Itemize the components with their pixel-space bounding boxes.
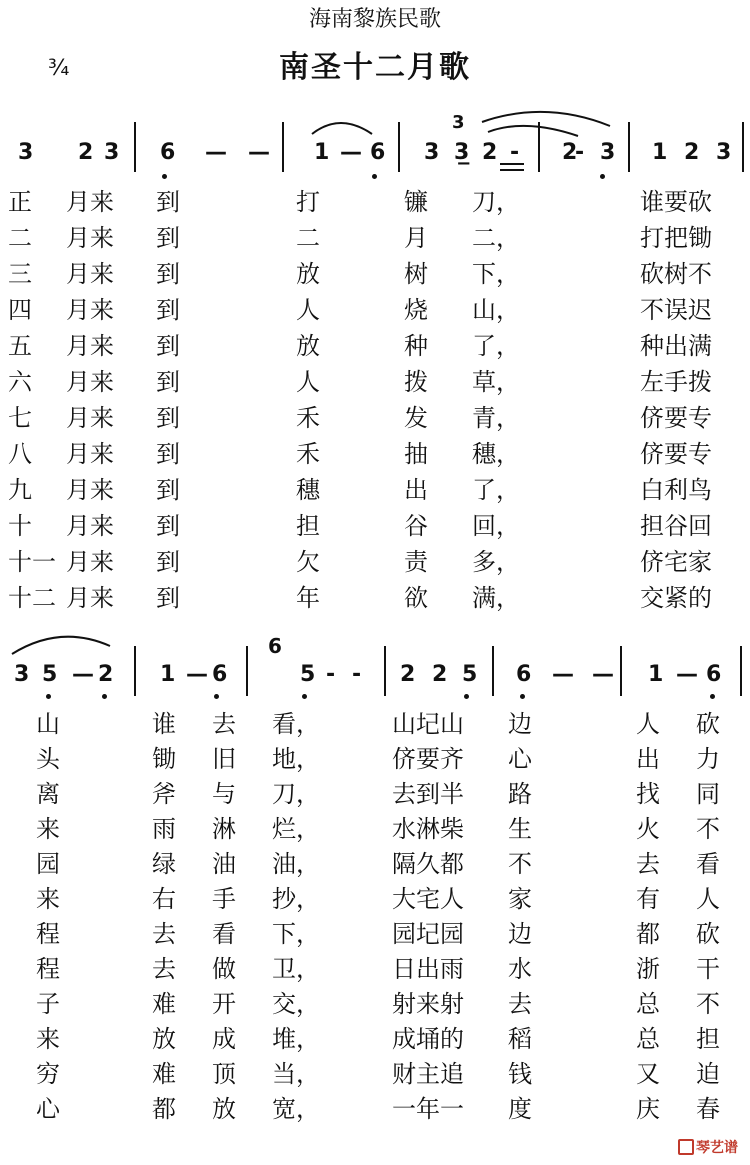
lyric-cell: 油 [212, 850, 236, 878]
lyric-cell: 树 [404, 260, 428, 288]
lyric-cell: 来 [36, 1025, 60, 1053]
lyric-cell: 不误迟 [640, 296, 712, 324]
note: 6 [516, 662, 532, 687]
lyric-cell: 镰 [404, 188, 428, 216]
lyric-cell: 当， [272, 1060, 320, 1088]
lyric-cell: 打 [296, 188, 320, 216]
song-subtitle: 海南黎族民歌 [308, 7, 441, 32]
lyric-cell: 程 [36, 955, 60, 983]
lyric-cell: 日出雨 [392, 955, 464, 983]
lyric-cell: 总 [636, 990, 660, 1018]
lyric-cell: 欠 [296, 548, 320, 576]
lyric-cell: 园 [36, 850, 60, 878]
lyric-cell: 刀， [272, 780, 320, 808]
lyric-cell: 生 [508, 815, 532, 843]
lyric-cell: 七 [8, 404, 32, 432]
lyric-cell: 去 [152, 920, 176, 948]
lyric-cell: 侪要齐 [392, 745, 464, 773]
lyric-cell: 月来 [66, 584, 114, 612]
lyric-cell: 不 [696, 815, 720, 843]
lyric-cell: 到 [156, 296, 180, 324]
lyric-cell: 山， [472, 296, 520, 324]
note: 3 [104, 140, 120, 165]
slur-2 [482, 112, 610, 126]
lyric-cell: 去到半 [392, 780, 464, 808]
lyric-cell: 火 [636, 815, 660, 843]
lyric-cell: 不 [508, 850, 532, 878]
lyric-cell: 堆， [272, 1025, 320, 1053]
lyric-cell: 二 [8, 224, 32, 252]
lyric-cell: 谁要砍 [640, 188, 712, 216]
lyric-cell: 侪要专 [640, 440, 712, 468]
lyric-cell: 出 [636, 745, 660, 773]
lyric-cell: 烂， [272, 815, 320, 843]
lyric-cell: 四 [8, 296, 32, 324]
lyric-cell: 白利鸟 [640, 476, 712, 504]
lyric-cell: 放 [296, 332, 320, 360]
lyric-cell: 家 [508, 885, 532, 913]
lyric-cell: 到 [156, 440, 180, 468]
lyric-cell: 斧 [152, 780, 176, 808]
lyric-cell: 担谷回 [640, 512, 712, 540]
lyric-cell: 锄 [152, 745, 176, 773]
lyric-cell: 离 [36, 780, 60, 808]
lyric-cell: 穗， [472, 440, 520, 468]
note: 2 [562, 140, 578, 165]
note: 3 [18, 140, 34, 165]
lyric-cell: 禾 [296, 404, 320, 432]
lyric-cell: 放 [296, 260, 320, 288]
logo-icon [678, 1139, 694, 1155]
lyric-cell: 浙 [636, 955, 660, 983]
lyric-cell: 月来 [66, 296, 114, 324]
lyric-cell: 右 [152, 885, 176, 913]
lyric-cell: 青， [472, 404, 520, 432]
lyric-cell: 月来 [66, 368, 114, 396]
lyric-cell: 边 [508, 710, 532, 738]
grace-note: 3 [452, 112, 465, 133]
note: 3 [716, 140, 732, 165]
lyric-cell: 油， [272, 850, 320, 878]
lyric-cell: 开 [212, 990, 236, 1018]
lyric-cell: 月来 [66, 404, 114, 432]
lyric-cell: 到 [156, 260, 180, 288]
lyric-cell: 都 [152, 1095, 176, 1123]
lyric-cell: 人 [696, 885, 720, 913]
note: 2 [432, 662, 448, 687]
lyric-cell: 十 [8, 512, 32, 540]
lyric-cell: 与 [212, 780, 236, 808]
lyric-cell: 种出满 [640, 332, 712, 360]
note: 6 [268, 634, 282, 658]
note: 3 [14, 662, 30, 687]
lyric-cell: 穗 [296, 476, 320, 504]
lyric-cell: 月来 [66, 224, 114, 252]
lyric-cell: 人 [636, 710, 660, 738]
lyric-cell: 月来 [66, 512, 114, 540]
lyric-cell: 到 [156, 476, 180, 504]
note: 2 [684, 140, 700, 165]
watermark [678, 1137, 738, 1157]
lyric-cell: 迫 [696, 1060, 720, 1088]
lyric-cell: 力 [696, 745, 720, 773]
lyric-cell: 人 [296, 368, 320, 396]
lyric-cell: 成 [212, 1025, 236, 1053]
song-title: 南圣十二月歌 [279, 50, 471, 85]
lyric-cell: 十一 [8, 548, 56, 576]
note: 1 [160, 662, 176, 687]
lyric-cell: 侪宅家 [640, 548, 712, 576]
lyric-cell: 春 [696, 1095, 720, 1123]
note: 2 [98, 662, 114, 687]
lyric-cell: 隔久都 [392, 850, 464, 878]
lyric-cell: 抽 [404, 440, 428, 468]
slur-1 [312, 123, 372, 134]
note: 6 [212, 662, 228, 687]
lyric-cell: 到 [156, 224, 180, 252]
lyric-cell: 谷 [404, 512, 428, 540]
lyric-cell: 山圮山 [392, 710, 464, 738]
note: — [186, 662, 208, 687]
lyric-cell: 月来 [66, 188, 114, 216]
lyric-cell: 下， [272, 920, 320, 948]
lyric-cell: 一年一 [392, 1095, 464, 1123]
lyric-cell: 二， [472, 224, 520, 252]
lyric-cell: 交紧的 [640, 584, 712, 612]
lyric-cell: 交， [272, 990, 320, 1018]
lyric-cell: 出 [404, 476, 428, 504]
lyric-cell: 程 [36, 920, 60, 948]
lyric-cell: 做 [212, 955, 236, 983]
note: 6 [706, 662, 722, 687]
lyric-cell: 左手拨 [640, 368, 712, 396]
lyric-cell: 心 [36, 1095, 60, 1123]
lyric-cell: 谁 [152, 710, 176, 738]
lyric-cell: 来 [36, 815, 60, 843]
lyric-cell: 稻 [508, 1025, 532, 1053]
lyric-cell: 到 [156, 188, 180, 216]
lyric-cell: 砍 [696, 710, 720, 738]
lyric-cell: 水淋柴 [392, 815, 464, 843]
lyric-cell: 月来 [66, 332, 114, 360]
lyric-cell: 有 [636, 885, 660, 913]
lyric-cell: 禾 [296, 440, 320, 468]
lyric-cell: 年 [296, 584, 320, 612]
note: 3 [600, 140, 616, 165]
lyric-cell: 拨 [404, 368, 428, 396]
lyric-cell: 钱 [508, 1060, 532, 1088]
lyric-cell: 三 [8, 260, 32, 288]
lyric-cell: 二 [296, 224, 320, 252]
lyric-cell: 射来射 [392, 990, 464, 1018]
lyric-cell: 欲 [404, 584, 428, 612]
note: 5 [42, 662, 58, 687]
lyric-cell: 看 [696, 850, 720, 878]
lyric-cell: 月 [404, 224, 428, 252]
lyric-cell: 旧 [212, 745, 236, 773]
note: 2 [400, 662, 416, 687]
lyric-cell: 路 [508, 780, 532, 808]
lyric-cell: 正 [8, 188, 32, 216]
lyric-cell: 水 [508, 955, 532, 983]
lyric-cell: 了， [472, 476, 520, 504]
lyric-cell: 五 [8, 332, 32, 360]
lyric-cell: 到 [156, 368, 180, 396]
lyric-cell: 到 [156, 332, 180, 360]
lyric-cell: 园圮园 [392, 920, 464, 948]
lyric-cell: 难 [152, 1060, 176, 1088]
lyric-cell: 刀， [472, 188, 520, 216]
lyric-cell: 责 [404, 548, 428, 576]
note: 3̲̲ [454, 140, 470, 165]
lyric-cell: 宽， [272, 1095, 320, 1123]
lyric-cell: 月来 [66, 476, 114, 504]
lyric-cell: 成埇的 [392, 1025, 464, 1053]
note: - [352, 662, 362, 687]
lyric-cell: 找 [636, 780, 660, 808]
lyric-cell: 九 [8, 476, 32, 504]
lyric-cell: 庆 [636, 1095, 660, 1123]
note: 6 [370, 140, 386, 165]
lyric-cell: 六 [8, 368, 32, 396]
lyric-cell: 穷 [36, 1060, 60, 1088]
note: 6 [160, 140, 176, 165]
lyric-cell: 抄， [272, 885, 320, 913]
lyric-cell: 顶 [212, 1060, 236, 1088]
lyric-cell: 到 [156, 404, 180, 432]
lyric-cell: 干 [696, 955, 720, 983]
slur-3 [488, 126, 578, 136]
lyric-cell: 到 [156, 584, 180, 612]
note: — [592, 662, 614, 687]
note: 2 [482, 140, 498, 165]
slur-4 [12, 637, 110, 654]
lyric-cell: 总 [636, 1025, 660, 1053]
lyric-cell: 难 [152, 990, 176, 1018]
lyric-cell: 发 [404, 404, 428, 432]
note: 1 [648, 662, 664, 687]
lyric-cell: 满， [472, 584, 520, 612]
lyric-cell: 十二 [8, 584, 56, 612]
lyric-cell: 到 [156, 548, 180, 576]
note: 2 [78, 140, 94, 165]
lyric-cell: 到 [156, 512, 180, 540]
note: 1 [652, 140, 668, 165]
lyric-cell: 担 [296, 512, 320, 540]
lyric-cell: 下， [472, 260, 520, 288]
note: — [676, 662, 698, 687]
lyric-cell: 边 [508, 920, 532, 948]
lyric-cell: 财主追 [392, 1060, 464, 1088]
lyric-cell: 放 [152, 1025, 176, 1053]
lyric-cell: 砍 [696, 920, 720, 948]
lyric-cell: 月来 [66, 440, 114, 468]
lyric-cell: 砍树不 [640, 260, 712, 288]
lyric-cell: 去 [152, 955, 176, 983]
note: — [72, 662, 94, 687]
lyric-cell: 回， [472, 512, 520, 540]
lyric-cell: 绿 [152, 850, 176, 878]
lyric-cell: 侪要专 [640, 404, 712, 432]
lyric-cell: 了， [472, 332, 520, 360]
lyric-cell: 又 [636, 1060, 660, 1088]
note: 5 [300, 662, 316, 687]
lyric-cell: 看， [272, 710, 320, 738]
lyric-cell: 担 [696, 1025, 720, 1053]
lyric-cell: 头 [36, 745, 60, 773]
lyric-cell: 月来 [66, 260, 114, 288]
note: — [248, 140, 270, 165]
lyric-cell: 雨 [152, 815, 176, 843]
note: 3 [424, 140, 440, 165]
lyric-cell: 手 [212, 885, 236, 913]
lyric-cell: 子 [36, 990, 60, 1018]
lyric-cell: 淋 [212, 815, 236, 843]
lyric-cell: 来 [36, 885, 60, 913]
lyric-cell: 去 [212, 710, 236, 738]
lyric-cell: 看 [212, 920, 236, 948]
lyric-cell: 大宅人 [392, 885, 464, 913]
lyric-cell: 八 [8, 440, 32, 468]
note: - [510, 140, 520, 165]
note: — [552, 662, 574, 687]
lyric-cell: 卫， [272, 955, 320, 983]
lyric-cell: 同 [696, 780, 720, 808]
lyric-cell: 放 [212, 1095, 236, 1123]
lyric-cell: 烧 [404, 296, 428, 324]
lyric-cell: 地， [272, 745, 320, 773]
lyric-cell: 月来 [66, 548, 114, 576]
note: 1 [314, 140, 330, 165]
watermark-text: 琴艺谱 [696, 1140, 738, 1156]
lyric-cell: 都 [636, 920, 660, 948]
lyric-cell: 去 [508, 990, 532, 1018]
lyric-cell: 人 [296, 296, 320, 324]
note: — [340, 140, 362, 165]
note: 5 [462, 662, 478, 687]
note: - [326, 662, 336, 687]
lyric-cell: 山 [36, 710, 60, 738]
lyric-cell: 不 [696, 990, 720, 1018]
note: — [205, 140, 227, 165]
lyric-cell: 打把锄 [640, 224, 712, 252]
lyric-cell: 草， [472, 368, 520, 396]
lyric-cell: 心 [508, 745, 532, 773]
lyric-cell: 种 [404, 332, 428, 360]
time-signature: ¾ [48, 56, 70, 81]
lyric-cell: 多， [472, 548, 520, 576]
note: - [575, 140, 585, 165]
lyric-cell: 去 [636, 850, 660, 878]
lyric-cell: 度 [508, 1095, 532, 1123]
